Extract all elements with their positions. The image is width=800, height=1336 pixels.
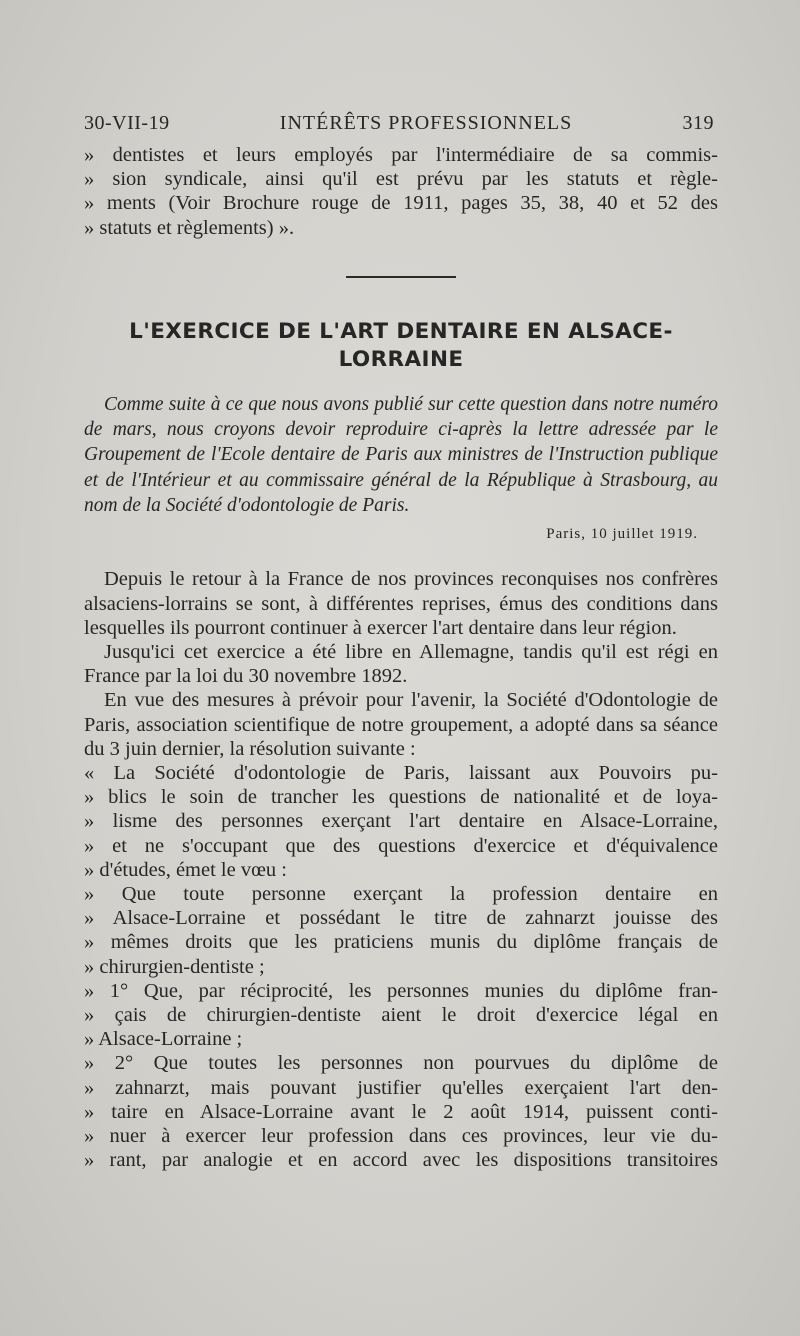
text-line: » Alsace-Lorraine ; xyxy=(84,1028,243,1051)
text-line: » taire en Alsace-Lorraine avant le 2 août 1914, puissent conti- xyxy=(84,1100,718,1123)
header-section-title: INTÉRÊTS PROFESSIONNELS xyxy=(279,112,573,134)
text-line: » lisme des personnes exerçant l'art dentaire en Alsace-Lorraine, xyxy=(84,810,718,833)
header-date: 30-VII-19 xyxy=(84,112,170,134)
text-line: » 2° Que toutes les personnes non pourvues du diplôme de xyxy=(84,1052,718,1075)
text-line: » zahnarzt, mais pouvant justifier qu'elles exerçaient l'art den- xyxy=(84,1076,718,1099)
article-intro: Comme suite à ce que nous avons publié sur cette question dans notre numéro de mars, nous croyons devoir reproduire ci-après la lettre adressée par le Groupement de l'Ecole dentaire de Paris aux ministres de l'Instruction publique et de l'Intérieur et au commissaire général de la République à Strasbourg, au nom de la Société d'odontologie de Paris. xyxy=(84,393,718,516)
text-line: « La Société d'odontologie de Paris, laissant aux Pouvoirs pu- xyxy=(84,761,718,784)
text-line: » dentistes et leurs employés par l'intermédiaire de sa commis- xyxy=(84,144,718,166)
article-title: L'EXERCICE DE L'ART DENTAIRE EN ALSACE-LORRAINE xyxy=(129,318,673,372)
article-body xyxy=(84,567,718,1172)
text-line: » blics le soin de trancher les questions de nationalité et de loya- xyxy=(84,786,718,809)
paragraph: Jusqu'ici cet exercice a été libre en Allemagne, tandis qu'il est régi en France par la loi du 30 novembre 1892. xyxy=(84,640,718,688)
text-line: » et ne s'occupant que des questions d'exercice et d'équivalence xyxy=(84,834,718,857)
text-line: » sion syndicale, ainsi qu'il est prévu par les statuts et règle- xyxy=(84,168,718,191)
text-line: » 1° Que, par réciprocité, les personnes munies du diplôme fran- xyxy=(84,979,718,1002)
text-line: » Alsace-Lorraine et possédant le titre de zahnarzt jouisse des xyxy=(84,907,718,930)
continued-quote xyxy=(84,143,718,240)
text-line: » nuer à exercer leur profession dans ces provinces, leur vie du- xyxy=(84,1124,718,1147)
text-line: » mêmes droits que les praticiens munis du diplôme français de xyxy=(84,931,718,954)
text-line: » Que toute personne exerçant la profession dentaire en xyxy=(84,882,718,905)
page-number: 319 xyxy=(682,112,714,134)
running-header xyxy=(84,112,718,135)
resolution-quote xyxy=(84,761,718,1172)
text-line: » d'études, émet le vœu : xyxy=(84,858,287,881)
letter-date: Paris, 10 juillet 1919. xyxy=(546,526,698,543)
paragraph: Depuis le retour à la France de nos provinces reconquises nos confrères alsaciens-lorrains se sont, à différentes reprises, émus des conditions dans lesquelles ils pourront continuer à exercer l'art dentaire dans leur région. xyxy=(84,568,718,639)
text-line: » statuts et règlements) ». xyxy=(84,216,295,239)
paragraph: En vue des mesures à prévoir pour l'avenir, la Société d'Odontologie de Paris, association scientifique de notre groupement, a adopté dans sa séance du 3 juin dernier, la résolution suivante : xyxy=(84,689,718,760)
text-line: » çais de chirurgien-dentiste aient le droit d'exercice légal en xyxy=(84,1003,718,1026)
section-divider xyxy=(346,276,456,278)
text-line: » ments (Voir Brochure rouge de 1911, pages 35, 38, 40 et 52 des xyxy=(84,192,718,215)
text-line: » chirurgien-dentiste ; xyxy=(84,955,265,978)
text-line: » rant, par analogie et en accord avec les dispositions transitoires xyxy=(84,1149,718,1172)
